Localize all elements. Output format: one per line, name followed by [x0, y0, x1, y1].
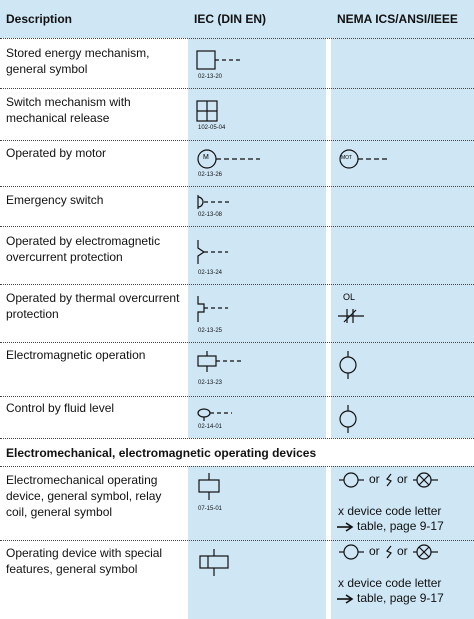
iec-code: 07-15-01: [198, 506, 223, 512]
nema-coil-wave-symbol: [384, 472, 394, 488]
fluid-level-symbol: [196, 404, 236, 422]
arrow-right-icon: [336, 522, 354, 532]
iec-code: 02-13-25: [198, 328, 223, 334]
row-divider: [0, 284, 474, 285]
electromagnetic-operation-symbol: [196, 350, 246, 374]
row-divider: [0, 38, 474, 39]
row-divider: [0, 342, 474, 343]
motor-label: M: [203, 154, 209, 161]
nema-coil-wave-symbol: [384, 544, 394, 560]
row-divider: [0, 226, 474, 227]
special-device-symbol: [196, 548, 236, 578]
header-nema: NEMA ICS/ANSI/IEEE: [337, 12, 458, 26]
table-row-description: Operated by thermal overcurrent protection: [6, 291, 180, 321]
relay-coil-symbol: [196, 472, 226, 502]
switch-mechanism-symbol: [196, 100, 220, 122]
nema-coil-circle-symbol: [338, 472, 368, 488]
row-divider: [0, 540, 474, 541]
iec-code: 02-14-01: [198, 424, 223, 430]
nema-coil-x-symbol: [412, 544, 442, 560]
or-label: or: [369, 472, 380, 486]
electromagnetic-overcurrent-symbol: [196, 238, 236, 266]
or-label: or: [397, 472, 408, 486]
section-title: Electromechanical, electromagnetic operating devices: [6, 446, 317, 460]
device-code-note: x device code letter: [338, 504, 442, 518]
iec-code: 02-13-08: [198, 212, 223, 218]
or-label: or: [397, 544, 408, 558]
iec-code: 102-05-04: [198, 125, 226, 131]
emergency-switch-symbol: [196, 194, 236, 210]
table-page-note: table, page 9-17: [357, 519, 444, 533]
table-row-description: Switch mechanism with mechanical release: [6, 95, 131, 125]
header-iec: IEC (DIN EN): [194, 12, 266, 26]
nema-thermal-overload-symbol: [336, 306, 366, 326]
nema-ol-label: OL: [343, 292, 356, 302]
row-divider: [0, 140, 474, 141]
iec-code: 02-13-24: [198, 270, 223, 276]
table-row-description: Operated by motor: [6, 146, 107, 160]
row-divider: [0, 438, 474, 439]
nema-coil-x-symbol: [412, 472, 442, 488]
table-row-description: Emergency switch: [6, 193, 104, 207]
table-row-description: Operated by electromagnetic overcurrent protection: [6, 234, 161, 264]
table-row-description: Electromechanical operating device, general symbol, relay coil, general symbol: [6, 473, 162, 519]
nema-fluid-level-symbol: [338, 404, 358, 434]
or-label: or: [369, 544, 380, 558]
header-description: Description: [6, 12, 73, 26]
stored-energy-symbol: [196, 50, 246, 72]
arrow-right-icon: [336, 594, 354, 604]
table-row-description: Operating device with special features, general symbol: [6, 546, 163, 576]
device-code-note: x device code letter: [338, 576, 442, 590]
iec-code: 02-13-26: [198, 172, 223, 178]
nema-electromagnetic-symbol: [338, 350, 358, 380]
table-page-note: table, page 9-17: [357, 591, 444, 605]
table-row-description: Electromagnetic operation: [6, 348, 146, 362]
row-divider: [0, 396, 474, 397]
nema-coil-circle-symbol: [338, 544, 368, 560]
table-row-description: Control by fluid level: [6, 401, 115, 415]
row-divider: [0, 466, 474, 467]
thermal-overcurrent-symbol: [196, 294, 236, 324]
row-divider: [0, 186, 474, 187]
nema-motor-label: MOT: [341, 155, 353, 161]
iec-code: 02-13-20: [198, 74, 223, 80]
table-row-description: Stored energy mechanism, general symbol: [6, 46, 150, 76]
iec-code: 02-13-23: [198, 380, 223, 386]
row-divider: [0, 88, 474, 89]
